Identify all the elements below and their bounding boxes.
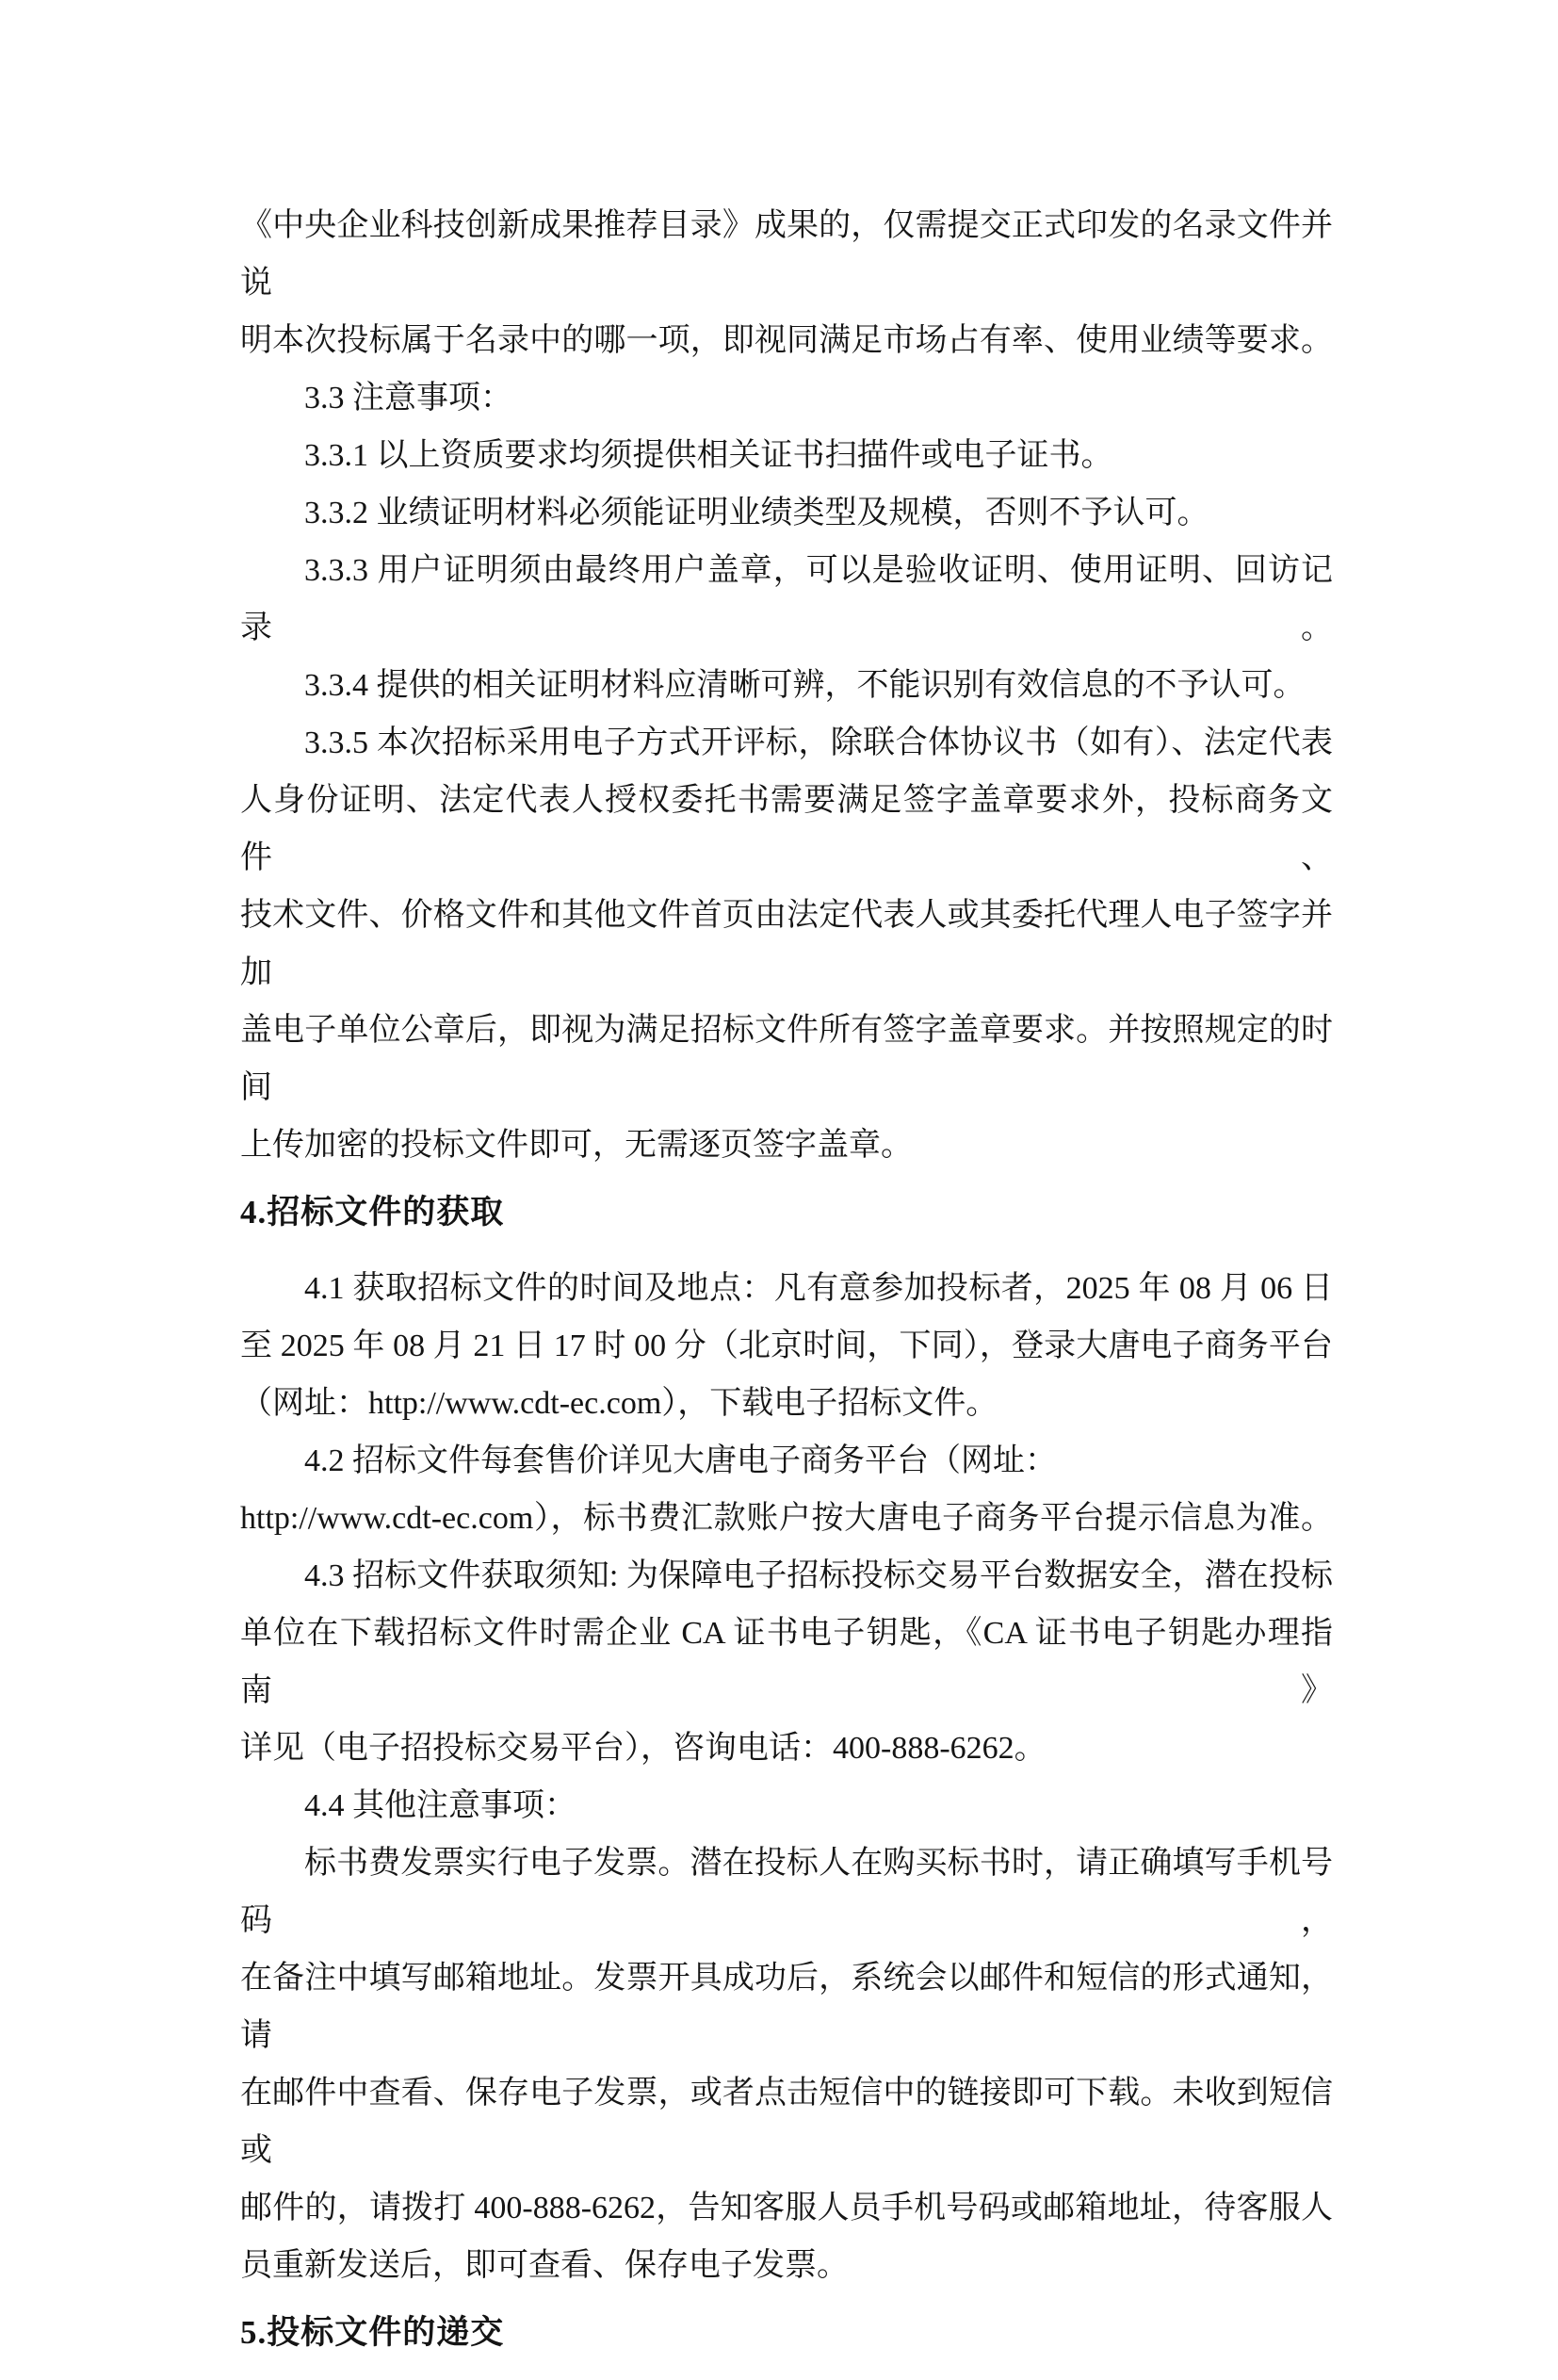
text-line: 在邮件中查看、保存电子发票，或者点击短信中的链接即可下载。未收到短信或 — [240, 2076, 1333, 2168]
paragraph-clause-3-3-1 — [240, 427, 1333, 484]
heading-text-line: 4.招标文件的获取 — [240, 1194, 505, 1231]
paragraph-para-continued — [240, 197, 1333, 369]
text-line: 至 2025 年 08 月 21 日 17 时 00 分（北京时间，下同），登录大唐电子商务平台 — [240, 1329, 1333, 1363]
document-content — [240, 197, 1333, 2380]
section-heading-4 — [240, 1183, 1333, 1241]
heading-text-line: 5.投标文件的递交 — [240, 2314, 505, 2351]
text-line: 《中央企业科技创新成果推荐目录》成果的，仅需提交正式印发的名录文件并说 — [240, 208, 1333, 301]
text-line: 3.3.4 提供的相关证明材料应清晰可辨，不能识别有效信息的不予认可。 — [304, 668, 1306, 703]
paragraph-clause-3-3-3 — [240, 542, 1333, 657]
paragraph-clause-4-3 — [240, 1547, 1333, 1777]
paragraph-clause-4-2 — [240, 1432, 1333, 1547]
text-line: 3.3 注意事项： — [304, 381, 512, 416]
paragraph-clause-3-3 — [240, 369, 1333, 427]
text-line: 标书费发票实行电子发票。潜在投标人在购买标书时，请正确填写手机号码， — [240, 1846, 1333, 1938]
text-line: 人身份证明、法定代表人授权委托书需要满足签字盖章要求外，投标商务文件、 — [240, 783, 1333, 875]
paragraph-clause-4-1 — [240, 1260, 1333, 1432]
text-line: 盖电子单位公章后，即视为满足招标文件所有签字盖章要求。并按照规定的时间 — [240, 1013, 1333, 1105]
text-line: 4.1 获取招标文件的时间及地点：凡有意参加投标者，2025 年 08 月 06 日 — [304, 1271, 1333, 1306]
text-line: 单位在下载招标文件时需企业 CA 证书电子钥匙，《CA 证书电子钥匙办理指南》 — [240, 1616, 1333, 1708]
text-line: 邮件的，请拨打 400-888-6262，告知客服人员手机号码或邮箱地址，待客服人 — [240, 2191, 1333, 2225]
text-line: 4.3 招标文件获取须知: 为保障电子招标投标交易平台数据安全，潜在投标 — [304, 1558, 1333, 1593]
text-line: 3.3.1 以上资质要求均须提供相关证书扫描件或电子证书。 — [304, 438, 1113, 473]
section-heading-5 — [240, 2304, 1333, 2361]
text-line: 3.3.2 业绩证明材料必须能证明业绩类型及规模，否则不予认可。 — [304, 496, 1209, 530]
text-line: 4.2 招标文件每套售价详见大唐电子商务平台（网址： — [304, 1443, 1057, 1478]
text-line: 详见（电子招投标交易平台），咨询电话：400-888-6262。 — [240, 1731, 1047, 1766]
text-line: 4.4 其他注意事项： — [304, 1788, 576, 1823]
text-line: 员重新发送后，即可查看、保存电子发票。 — [240, 2248, 849, 2283]
text-line: （网址：http://www.cdt-ec.com），下载电子招标文件。 — [240, 1386, 998, 1421]
paragraph-clause-3-3-5 — [240, 714, 1333, 1174]
text-line: 3.3.5 本次招标采用电子方式开评标，除联合体协议书（如有）、法定代表 — [304, 725, 1333, 760]
paragraph-clause-3-3-4 — [240, 657, 1333, 714]
text-line: http://www.cdt-ec.com），标书费汇款账户按大唐电子商务平台提示信息为准。 — [240, 1501, 1333, 1536]
paragraph-clause-4-4 — [240, 1777, 1333, 1834]
text-line: 上传加密的投标文件即可，无需逐页签字盖章。 — [240, 1128, 913, 1163]
paragraph-clause-3-3-2 — [240, 484, 1333, 542]
text-line: 在备注中填写邮箱地址。发票开具成功后，系统会以邮件和短信的形式通知，请 — [240, 1961, 1333, 2053]
text-line: 3.3.3 用户证明须由最终用户盖章，可以是验收证明、使用证明、回访记录。 — [240, 553, 1333, 645]
paragraph-para-invoice-notice — [240, 1834, 1333, 2294]
text-line: 技术文件、价格文件和其他文件首页由法定代表人或其委托代理人电子签字并加 — [240, 898, 1333, 990]
text-line: 明本次投标属于名录中的哪一项，即视同满足市场占有率、使用业绩等要求。 — [240, 323, 1333, 358]
